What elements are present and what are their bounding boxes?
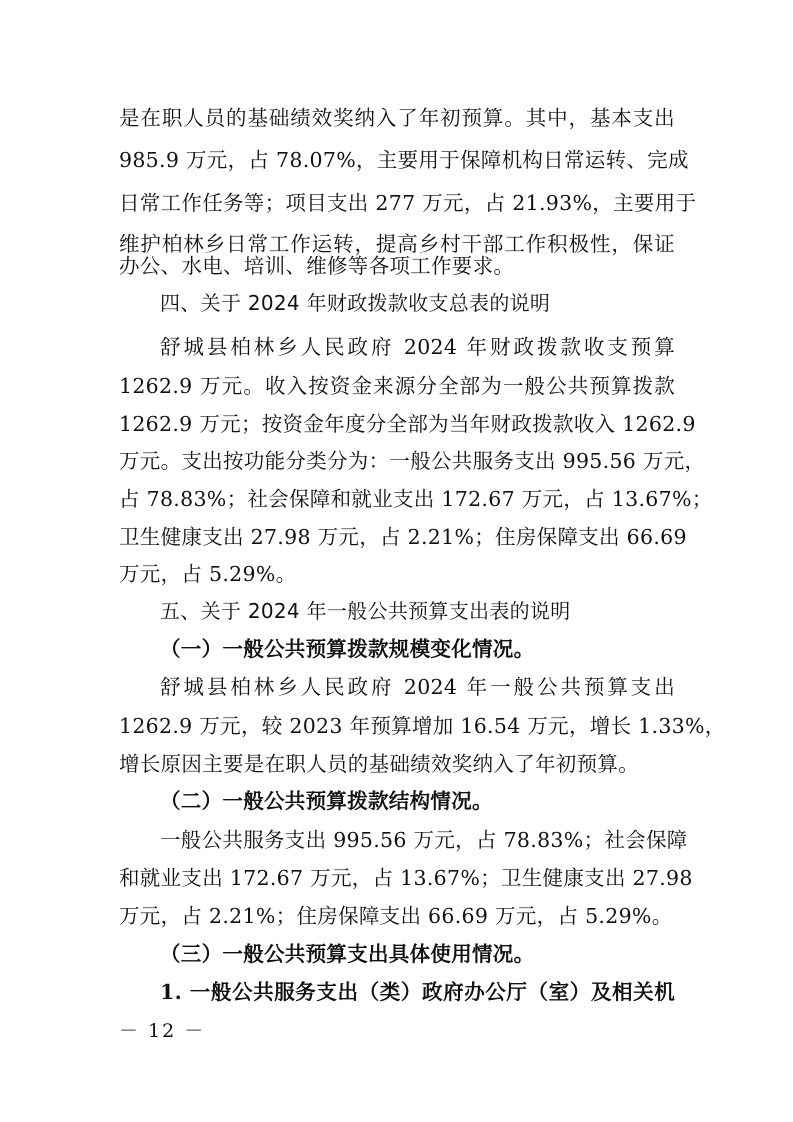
subsection-heading-2: （二）一般公共预算拨款结构情况。 xyxy=(160,789,493,813)
paragraph-line: 1262.9 万元。收入按资金来源分全部为一般公共预算拨款 xyxy=(119,374,675,398)
section-heading-5: 五、关于 2024 年一般公共预算支出表的说明 xyxy=(160,599,571,623)
paragraph-line: 维护柏林乡日常工作运转，提高乡村干部工作积极性，保证 xyxy=(119,232,675,256)
paragraph-line: 1262.9 万元，较 2023 年预算增加 16.54 万元，增长 1.33%， xyxy=(119,714,726,738)
numbered-item-heading: 1. 一般公共服务支出（类）政府办公厅（室）及相关机 xyxy=(160,980,675,1004)
page-number: － 12 － xyxy=(119,1020,206,1042)
paragraph-line: 和就业支出 172.67 万元，占 13.67%；卫生健康支出 27.98 xyxy=(119,866,693,890)
paragraph-line: 占 78.83%；社会保障和就业支出 172.67 万元，占 13.67%； xyxy=(119,487,713,511)
paragraph-line-end: 万元，占 2.21%；住房保障支出 66.69 万元，占 5.29%。 xyxy=(119,904,673,928)
paragraph-line-end: 万元，占 5.29%。 xyxy=(119,562,297,586)
paragraph-line: 是在职人员的基础绩效奖纳入了年初预算。其中，基本支出 xyxy=(119,106,675,130)
paragraph-line: 985.9 万元，占 78.07%，主要用于保障机构日常运转、完成 xyxy=(119,148,689,172)
paragraph-line: 1262.9 万元；按资金年度分全部为当年财政拨款收入 1262.9 xyxy=(119,412,696,436)
subsection-heading-1: （一）一般公共预算拨款规模变化情况。 xyxy=(160,637,535,661)
paragraph-line: 一般公共服务支出 995.56 万元，占 78.83%；社会保障 xyxy=(160,828,688,852)
subsection-heading-3: （三）一般公共预算支出具体使用情况。 xyxy=(160,942,535,966)
paragraph-line-end: 办公、水电、培训、维修等各项工作要求。 xyxy=(119,254,515,278)
paragraph-line: 日常工作任务等；项目支出 277 万元，占 21.93%，主要用于 xyxy=(119,191,697,215)
paragraph-line: 卫生健康支出 27.98 万元，占 2.21%；住房保障支出 66.69 xyxy=(119,525,687,549)
section-heading-4: 四、关于 2024 年财政拨款收支总表的说明 xyxy=(160,291,551,315)
paragraph-line: 舒城县柏林乡人民政府 2024 年一般公共预算支出 xyxy=(160,675,675,699)
paragraph-line: 舒城县柏林乡人民政府 2024 年财政拨款收支预算 xyxy=(160,335,675,359)
paragraph-line-end: 增长原因主要是在职人员的基础绩效奖纳入了年初预算。 xyxy=(119,752,639,776)
paragraph-line: 万元。支出按功能分类分为：一般公共服务支出 995.56 万元， xyxy=(119,449,706,473)
